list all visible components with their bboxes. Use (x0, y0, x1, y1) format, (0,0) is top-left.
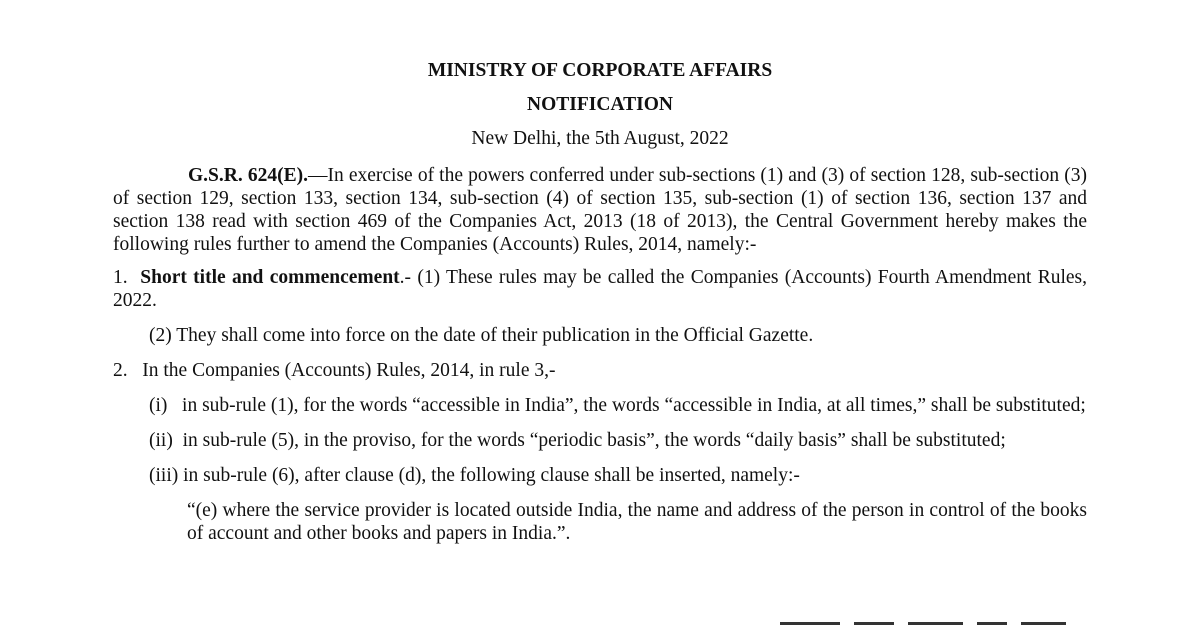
rule-2-item-ii (149, 429, 1087, 452)
rule-2-item-iii (149, 464, 1087, 487)
item-label: (iii) (149, 465, 179, 486)
item-label: (i) (149, 395, 168, 416)
preamble-paragraph (113, 164, 1087, 256)
rule-2-paragraph (113, 359, 1087, 382)
rule-1-text: .- (1) These rules may be called the Companies (Accounts) Fourth Amendment Rules, 2022. (113, 267, 1087, 311)
item-label: (ii) (149, 430, 173, 451)
cropped-next-line (780, 622, 1090, 630)
gsr-number: G.S.R. 624(E). (188, 165, 308, 186)
dateline: New Delhi, the 5th August, 2022 (471, 128, 729, 149)
notification-heading: NOTIFICATION (527, 94, 673, 115)
item-text: in sub-rule (1), for the words “accessible in India”, the words “accessible in India, at all times,” shall be substituted; (182, 395, 1086, 416)
preamble-text: —In exercise of the powers conferred under sub-sections (1) and (3) of section 128, sub-section (3) of section 129, section 133, section 134, sub-section (4) of section 135, sub-section (1) of section 136, section 137 and section 138 read with section 469 of the Companies Act, 2013 (18 of 2013), the Central Government hereby makes the following rules further to amend the Companies (Accounts) Rules, 2014, namely:- (113, 165, 1087, 255)
rule-1-paragraph (113, 266, 1087, 312)
item-text: in sub-rule (5), in the proviso, for the words “periodic basis”, the words “daily basis” shall be substituted; (182, 430, 1006, 451)
item-text: in sub-rule (6), after clause (d), the following clause shall be inserted, namely:- (183, 465, 800, 486)
notification-document (113, 58, 1087, 545)
inserted-clause-e: “(e) where the service provider is located outside India, the name and address of the person in control of the books of account and other books and papers in India.”. (187, 500, 1087, 544)
rule-2-text: In the Companies (Accounts) Rules, 2014, in rule 3,- (142, 360, 556, 381)
rule-2-number: 2. (113, 360, 128, 381)
ministry-heading: MINISTRY OF CORPORATE AFFAIRS (427, 60, 773, 81)
rule-2-item-i (149, 394, 1087, 417)
rule-1-number: 1. (113, 267, 128, 288)
rule-1-heading: Short title and commencement (140, 267, 400, 288)
rule-1-subrule-2: (2) They shall come into force on the date of their publication in the Official Gazette. (149, 325, 814, 346)
